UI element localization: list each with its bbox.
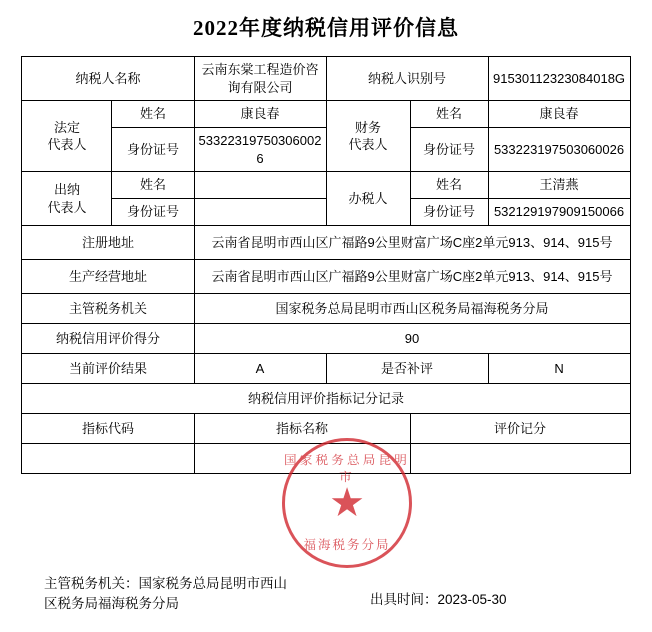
finance-rep-id-value: 533223197503060026 — [488, 128, 630, 172]
index-name-label: 指标名称 — [194, 414, 410, 444]
cashier-label-line2: 代表人 — [47, 199, 87, 215]
index-score-value — [410, 444, 630, 474]
finance-rep-label-line1: 财务 — [354, 119, 381, 135]
finance-rep-id-label: 身份证号 — [410, 128, 488, 172]
cashier-id-label: 身份证号 — [112, 199, 194, 226]
table-row — [22, 101, 630, 128]
footer-issue-date — [370, 588, 630, 608]
legal-rep-name-value: 康良春 — [194, 101, 326, 128]
finance-rep-label — [326, 101, 410, 172]
taxpayer-name-label: 纳税人名称 — [22, 57, 194, 101]
tax-handler-label: 办税人 — [326, 172, 410, 226]
credit-score-value: 90 — [194, 324, 630, 354]
table-row — [22, 172, 630, 199]
business-address-value: 云南省昆明市西山区广福路9公里财富广场C座2单元913、914、915号 — [194, 260, 630, 294]
index-score-label: 评价记分 — [410, 414, 630, 444]
supplementary-label: 是否补评 — [326, 354, 488, 384]
legal-rep-id-value: 533223197503060026 — [194, 128, 326, 172]
document-footer — [22, 574, 630, 615]
tax-authority-label: 主管税务机关 — [22, 294, 194, 324]
evaluation-result-value: A — [194, 354, 326, 384]
tax-handler-name-label: 姓名 — [410, 172, 488, 199]
table-row — [22, 324, 630, 354]
finance-rep-label-line2: 代表人 — [348, 137, 388, 153]
finance-rep-name-value: 康良春 — [488, 101, 630, 128]
legal-rep-name-label: 姓名 — [112, 101, 194, 128]
taxpayer-name-value: 云南东棠工程造价咨询有限公司 — [194, 57, 326, 101]
finance-rep-name-label: 姓名 — [410, 101, 488, 128]
table-row — [22, 294, 630, 324]
footer-issue-value: 2023-05-30 — [437, 591, 507, 607]
index-code-value — [22, 444, 194, 474]
table-row — [22, 57, 630, 101]
tax-credit-table — [21, 56, 630, 474]
footer-issue-label: 出具时间： — [370, 591, 438, 607]
tax-handler-name-value: 王清燕 — [488, 172, 630, 199]
cashier-label-line1: 出纳 — [53, 182, 80, 198]
table-row — [22, 354, 630, 384]
index-code-label: 指标代码 — [22, 414, 194, 444]
cashier-name-label: 姓名 — [112, 172, 194, 199]
footer-authority-value: 国家税务总局昆明市西山区税务局福海税务分局 — [44, 575, 287, 611]
registered-address-label: 注册地址 — [22, 226, 194, 260]
supplementary-value: N — [488, 354, 630, 384]
business-address-label: 生产经营地址 — [22, 260, 194, 294]
tax-handler-id-value: 532129197909150066 — [488, 199, 630, 226]
taxpayer-id-value: 91530112323084018G — [488, 57, 630, 101]
table-row — [22, 414, 630, 444]
table-row — [22, 444, 630, 474]
registered-address-value: 云南省昆明市西山区广福路9公里财富广场C座2单元913、914、915号 — [194, 226, 630, 260]
legal-rep-id-label: 身份证号 — [112, 128, 194, 172]
table-row — [22, 226, 630, 260]
cashier-id-value — [194, 199, 326, 226]
index-record-title: 纳税信用评价指标记分记录 — [22, 384, 630, 414]
tax-authority-value: 国家税务总局昆明市西山区税务局福海税务分局 — [194, 294, 630, 324]
seal-top-text: 国家税务总局昆明市 — [283, 453, 410, 484]
table-row — [22, 260, 630, 294]
seal-star-icon: ★ — [329, 481, 365, 525]
document-page — [0, 12, 652, 632]
index-name-value — [194, 444, 410, 474]
credit-score-label: 纳税信用评价得分 — [22, 324, 194, 354]
evaluation-result-label: 当前评价结果 — [22, 354, 194, 384]
legal-rep-label — [22, 101, 112, 172]
legal-rep-label-line2: 代表人 — [47, 137, 87, 153]
page-title: 2022年度纳税信用评价信息 — [193, 16, 459, 40]
taxpayer-id-label: 纳税人识别号 — [326, 57, 488, 101]
seal-bottom-text: 福海税务分局 — [303, 538, 391, 552]
table-row — [22, 384, 630, 414]
footer-authority-label: 主管税务机关： — [44, 575, 139, 591]
footer-authority — [44, 574, 294, 615]
tax-handler-id-label: 身份证号 — [410, 199, 488, 226]
cashier-name-value — [194, 172, 326, 199]
cashier-label — [22, 172, 112, 226]
legal-rep-label-line1: 法定 — [53, 119, 80, 135]
